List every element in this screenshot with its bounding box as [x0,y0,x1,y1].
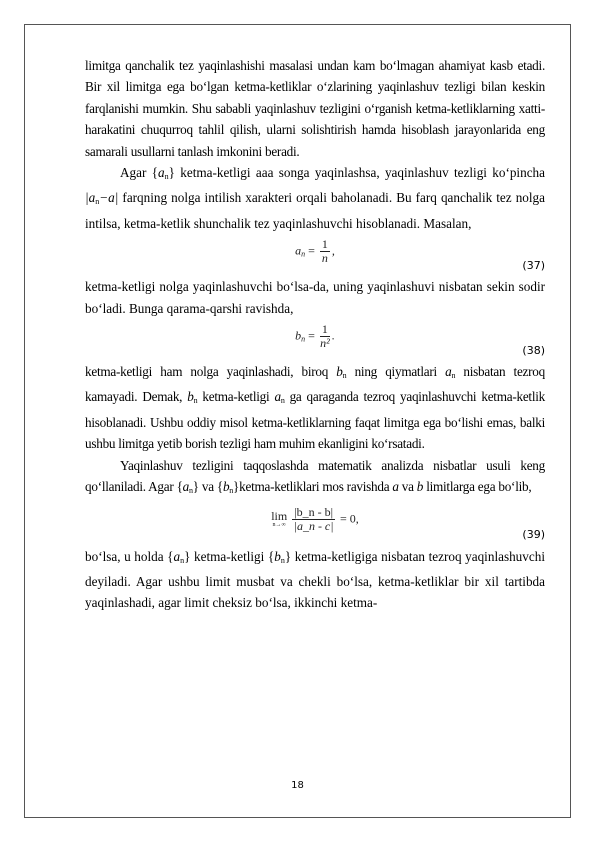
paragraph-1: limitga qanchalik tez yaqinlashishi masalasi undan kam bo‘lmagan ahamiyat kasb etadi. Bir xil limitga ega bo‘lgan ketma-ketliklar o‘zlarining yaqinlashuv tezligi bilan keskin farqlanishi mumkin. Shu sababli yaqinlashuv tezligini o‘rganish ketma-ketliklarning xatti-harakatini chuqurroq tahlil qilish, ularni solishtirish hamda hisoblash jarayonlarida eng samarali usullarni tanlash imkonini beradi. [85,58,545,159]
limit-operator: lim n→∞ [271,508,288,528]
formula-37 [85,234,545,276]
equation-number-39: (39) [522,528,545,542]
paragraph-3: ketma-ketligi nolga yaqinlashuvchi bo‘lsa-da, uning yaqinlashuvi nisbatan sekin sodir bo‘ladi. Bunga qarama-qarshi ravishda, [85,279,545,316]
formula-37-expression: $a_n$ = $\frac{1}{n}$ , [295,237,335,266]
equation-number-38: (38) [522,343,545,357]
formula-39 [85,502,545,546]
formula-38-expression: $b_n$ = $\frac{1}{\text{n²}}$ . [295,322,335,351]
formula-39-expression: lim n→∞ $\frac{|b\_n - b|}{|a\_n - c|}$ = 0, [271,504,359,533]
paragraph-2: Agar $\{a_n\}$ ketma-ketligi aaa songa yaqinlashsa, yaqinlashuv tezligi ko‘pincha $|a_n-a|$ farqning nolga intilish xarakteri orqali baholanadi. Bu farq qanchalik tez nolga intilsa, ketma-ketlik shunchalik tez yaqinlashuvchi hisoblanadi. Masalan, [85,165,545,231]
document-body [85,55,545,614]
paragraph-5: Yaqinlashuv tezligini taqqoslashda matematik analizda nisbatlar usuli keng qo‘llaniladi. Agar $\{a_n\}$ va $\{b_n\}ketma$-ketliklari mos ravishda a va b limitlarga ega bo‘lib, [85,457,545,496]
formula-38 [85,319,545,361]
paragraph-4: ketma-ketligi ham nolga yaqinlashadi, biroq $b_n$ ning qiymatlari $a_n$ nisbatan tezroq kamayadi. Demak, $b_n$ ketma-ketligi $a_n$ ga qaraganda tezroq yaqinlashuvchi ketma-ketlik hisoblanadi. Ushbu oddiy misol ketma-ketliklarning faqat limitga ega bo‘lishi emas, balki ushbu limitga yetib borish tezligi ham muhim ekanligini ko‘rsatadi. [85,364,546,452]
page-number: 18 [291,780,304,791]
paragraph-6: bo‘lsa, u holda $\{a_n\}$ ketma-ketligi $\{b_n\}$ ketma-ketligiga nisbatan tezroq yaqinlashuvchi deyiladi. Agar ushbu limit musbat va chekli bo‘lsa, ketma-ketliklar bir xil tartibda yaqinlashadi, agar limit cheksiz bo‘lsa, ikkinchi ketma- [85,548,545,611]
equation-number-37: (37) [522,258,545,272]
